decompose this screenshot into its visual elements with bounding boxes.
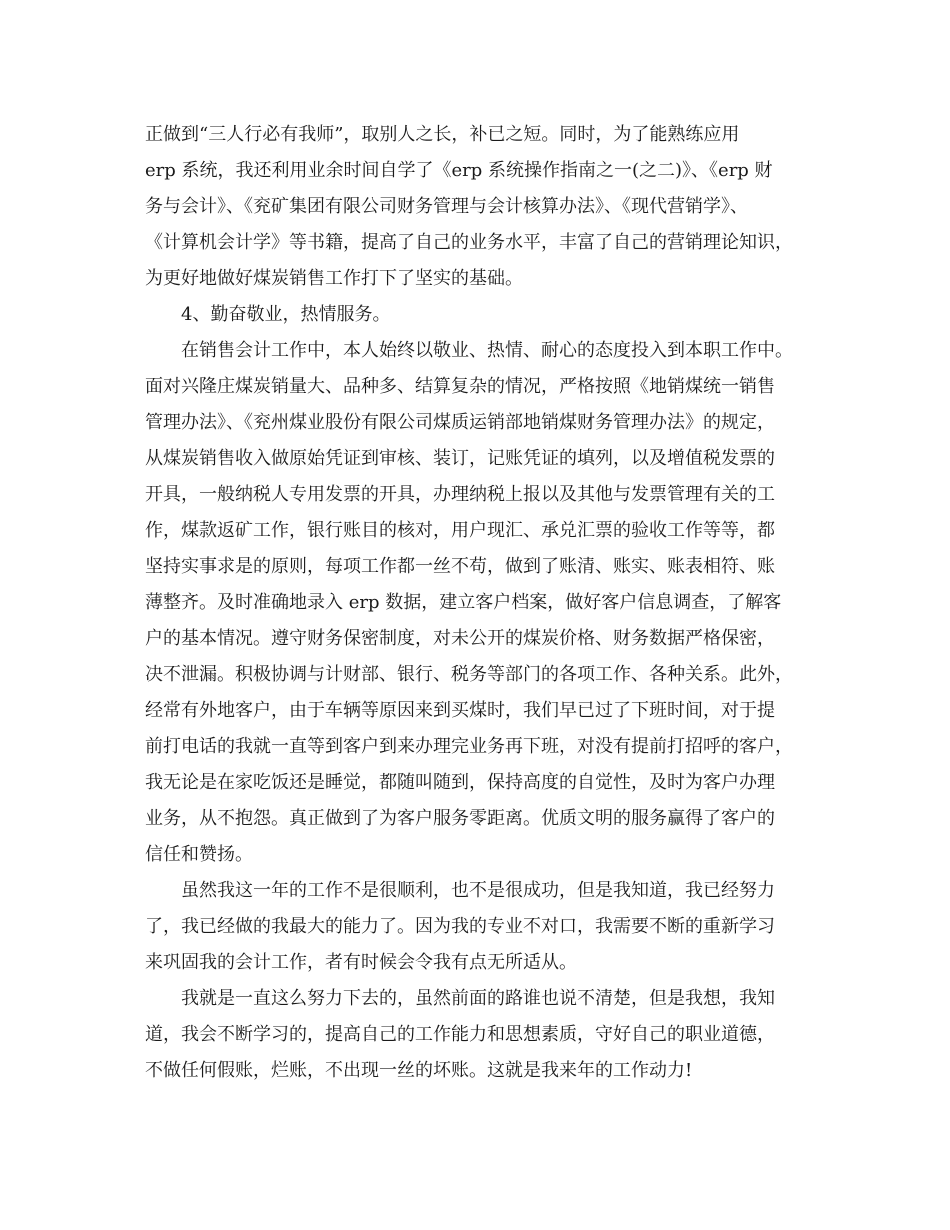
text-line: 虽然我这一年的工作不是很顺利，也不是很成功，但是我知道，我已经努力 <box>145 880 775 901</box>
text-line: 了，我已经做的我最大的能力了。因为我的专业不对口，我需要不断的重新学习 <box>145 916 775 937</box>
text-line: 为更好地做好煤炭销售工作打下了坚实的基础。 <box>145 268 523 289</box>
text-line: 来巩固我的会计工作，者有时候会令我有点无所适从。 <box>145 952 577 973</box>
text-line: 管理办法》、《兖州煤业股份有限公司煤质运销部地销煤财务管理办法》的规定， <box>145 412 775 433</box>
text-line: 经常有外地客户，由于车辆等原因来到买煤时，我们早已过了下班时间，对于提 <box>145 700 775 721</box>
text-line: 道，我会不断学习的，提高自己的工作能力和思想素质，守好自己的职业道德， <box>145 1024 775 1045</box>
text-line: 户的基本情况。遵守财务保密制度，对未公开的煤炭价格、财务数据严格保密， <box>145 628 775 649</box>
text-line: 不做任何假账，烂账，不出现一丝的坏账。这就是我来年的工作动力! <box>145 1060 693 1081</box>
text-line: 从煤炭销售收入做原始凭证到审核、装订，记账凭证的填列，以及增值税发票的 <box>145 448 775 469</box>
document-body <box>145 117 805 1089</box>
text-line: 务与会计》、《兖矿集团有限公司财务管理与会计核算办法》、《现代营销学》、 <box>145 196 748 217</box>
text-line: 面对兴隆庄煤炭销量大、品种多、结算复杂的情况，严格按照《地销煤统一销售 <box>145 376 775 397</box>
text-line: erp 系统，我还利用业余时间自学了《erp 系统操作指南之一(之二)》、《erp 财 <box>145 160 773 181</box>
text-line: 坚持实事求是的原则，每项工作都一丝不苟，做到了账清、账实、账表相符、账 <box>145 556 775 577</box>
text-line: 业务，从不抱怨。真正做到了为客户服务零距离。优质文明的服务赢得了客户的 <box>145 808 775 829</box>
text-line: 前打电话的我就一直等到客户到来办理完业务再下班，对没有提前打招呼的客户， <box>145 736 793 757</box>
text-line: 决不泄漏。积极协调与计财部、银行、税务等部门的各项工作、各种关系。此外， <box>145 664 793 685</box>
text-line: 我就是一直这么努力下去的，虽然前面的路谁也说不清楚，但是我想，我知 <box>145 988 775 1009</box>
text-line: 作，煤款返矿工作，银行账目的核对，用户现汇、承兑汇票的验收工作等等，都 <box>145 520 775 541</box>
text-line: 《计算机会计学》等书籍，提高了自己的业务水平，丰富了自己的营销理论知识， <box>145 232 793 253</box>
text-line: 薄整齐。及时准确地录入 erp 数据，建立客户档案，做好客户信息调查，了解客 <box>145 592 782 613</box>
text-line: 在销售会计工作中，本人始终以敬业、热情、耐心的态度投入到本职工作中。 <box>145 340 793 361</box>
section-heading: 4、勤奋敬业，热情服务。 <box>145 304 391 325</box>
text-line: 我无论是在家吃饭还是睡觉，都随叫随到，保持高度的自觉性，及时为客户办理 <box>145 772 775 793</box>
text-line: 信任和赞扬。 <box>145 844 253 865</box>
text-line: 开具，一般纳税人专用发票的开具，办理纳税上报以及其他与发票管理有关的工 <box>145 484 775 505</box>
text-line: 正做到“三人行必有我师”，取别人之长，补已之短。同时，为了能熟练应用 <box>145 124 740 145</box>
